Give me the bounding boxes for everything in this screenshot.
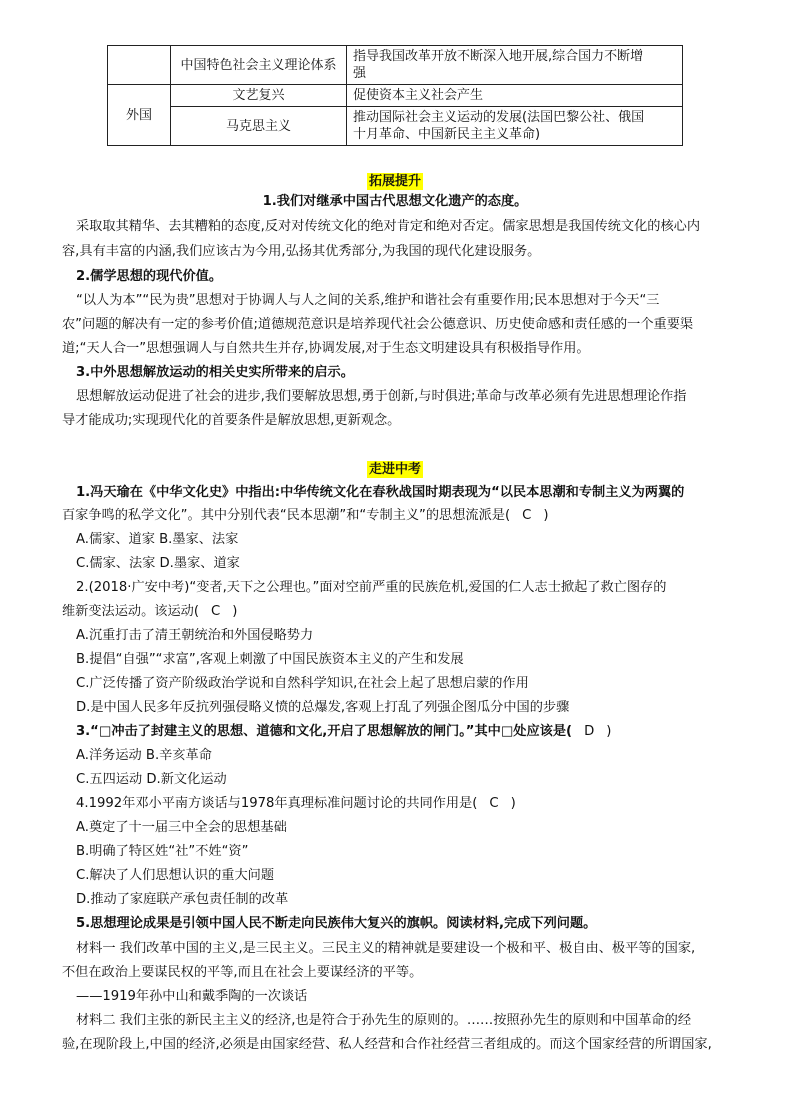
question-text: 4.1992年邓小平南方谈话与1978年真理标准问题讨论的共同作用是( <box>76 796 478 811</box>
question-title: 2.儒学思想的现代价值。 <box>76 269 223 284</box>
paren-close: ) <box>510 796 516 811</box>
question-line: 5.思想理论成果是引领中国人民不断走向民族伟大复兴的旗帜。阅读材料,完成下列问题。 <box>76 916 597 931</box>
effect-line: 十月革命、中国新民主主义革命) <box>353 127 541 142</box>
paragraph-line: 导才能成功;实现现代化的首要条件是解放思想,更新观念。 <box>62 413 401 428</box>
option-line: A.沉重打击了清王朝统治和外国侵略势力 <box>76 628 314 643</box>
option-line: B.明确了特区姓“社”不姓“资” <box>76 844 249 859</box>
question-line <box>62 507 732 524</box>
material-line: 验,在现阶段上,中国的经济,必须是由国家经营、私人经营和合作社经营三者组成的。而这个国家经营的所谓国家, <box>62 1037 712 1052</box>
answer-mark: D <box>584 724 595 739</box>
table-cell-region: 外国 <box>108 85 171 146</box>
option-line: B.提倡“自强”“求富”,客观上刺激了中国民族资本主义的产生和发展 <box>76 652 464 667</box>
question-text: 3.“□冲击了封建主义的思想、道德和文化,开启了思想解放的闸门。”其中□处应该是( <box>76 724 573 739</box>
paren-close: ) <box>606 724 612 739</box>
table-cell-effect <box>347 85 683 107</box>
table-cell-item: 马克思主义 <box>171 107 347 146</box>
table-cell-effect <box>347 107 683 146</box>
effect-line: 推动国际社会主义运动的发展(法国巴黎公社、俄国 <box>353 110 645 125</box>
table-cell-effect <box>347 46 683 85</box>
table-cell-item: 中国特色社会主义理论体系 <box>171 46 347 85</box>
option-line: C.五四运动 D.新文化运动 <box>76 772 227 787</box>
question-text: 维新变法运动。该运动( <box>62 604 200 619</box>
paragraph-line: 思想解放运动促进了社会的进步,我们要解放思想,勇于创新,与时俱进;革命与改革必须有先进思想理论作指 <box>76 389 687 404</box>
answer-mark: C <box>211 604 221 619</box>
material-line: 不但在政治上要谋民权的平等,而且在社会上要谋经济的平等。 <box>62 965 423 980</box>
section-heading-extension <box>0 170 790 189</box>
paragraph-line: 容,具有丰富的内涵,我们应该古为今用,弘扬其优秀部分,为我国的现代化建设服务。 <box>62 244 541 259</box>
heading-label: 拓展提升 <box>368 174 421 189</box>
table-cell-region <box>108 46 171 85</box>
answer-mark: C <box>522 508 532 523</box>
question-line <box>76 723 746 740</box>
paren-close: ) <box>543 508 549 523</box>
option-line: D.推动了家庭联产承包责任制的改革 <box>76 892 289 907</box>
effect-line: 强 <box>353 66 367 81</box>
thought-influence-table <box>107 45 683 146</box>
question-line: 2.(2018·广安中考)“变者,天下之公理也。”面对空前严重的民族危机,爱国的仁人志士掀起了救亡图存的 <box>76 580 667 595</box>
question-line <box>76 484 746 501</box>
material-source: ——1919年孙中山和戴季陶的一次谈话 <box>76 989 308 1004</box>
effect-line: 促使资本主义社会产生 <box>353 88 484 103</box>
table-row <box>108 85 683 107</box>
question-line <box>62 603 732 620</box>
option-line: C.儒家、法家 D.墨家、道家 <box>76 556 240 571</box>
paragraph-line: 采取取其精华、去其糟粕的态度,反对对传统文化的绝对肯定和绝对否定。儒家思想是我国传统文化的核心内 <box>76 219 701 234</box>
answer-mark: C <box>489 796 499 811</box>
question-line <box>76 795 746 812</box>
option-line: A.洋务运动 B.辛亥革命 <box>76 748 212 763</box>
heading-label: 走进中考 <box>368 462 421 477</box>
question-title: 1.我们对继承中国古代思想文化遗产的态度。 <box>262 194 528 209</box>
question-title: 3.中外思想解放运动的相关史实所带来的启示。 <box>76 365 354 380</box>
paragraph-line: 道;“天人合一”思想强调人与自然共生并存,协调发展,对于生态文明建设具有积极指导作用。 <box>62 341 590 356</box>
table-row <box>108 46 683 85</box>
section-heading-exam <box>0 458 790 477</box>
material-line: 材料一 我们改革中国的主义,是三民主义。三民主义的精神就是要建设一个极和平、极自由、极平等的国家, <box>76 941 696 956</box>
option-line: D.是中国人民多年反抗列强侵略义愤的总爆发,客观上打乱了列强企图瓜分中国的步骤 <box>76 700 570 715</box>
effect-line: 指导我国改革开放不断深入地开展,综合国力不断增 <box>353 49 644 64</box>
table-cell-item: 文艺复兴 <box>171 85 347 107</box>
question-text: 百家争鸣的私学文化”。其中分别代表“民本思潮”和“专制主义”的思想流派是( <box>62 508 511 523</box>
table-row <box>108 107 683 146</box>
option-line: C.广泛传播了资产阶级政治学说和自然科学知识,在社会上起了思想启蒙的作用 <box>76 676 529 691</box>
paragraph-line: 农”问题的解决有一定的参考价值;道德规范意识是培养现代社会公德意识、历史使命感和责任感的一个重要渠 <box>62 317 694 332</box>
paragraph-line: “以人为本”“民为贵”思想对于协调人与人之间的关系,维护和谐社会有重要作用;民本思想对于今天“三 <box>76 293 660 308</box>
option-line: C.解决了人们思想认识的重大问题 <box>76 868 275 883</box>
question-text: 1.冯天瑜在《中华文化史》中指出:中华传统文化在春秋战国时期表现为“以民本思潮和专制主义为两翼的 <box>76 485 685 500</box>
option-line: A.儒家、道家 B.墨家、法家 <box>76 532 239 547</box>
option-line: A.奠定了十一届三中全会的思想基础 <box>76 820 287 835</box>
material-line: 材料二 我们主张的新民主主义的经济,也是符合于孙先生的原则的。……按照孙先生的原则和中国革命的经 <box>76 1013 692 1028</box>
paren-close: ) <box>232 604 238 619</box>
